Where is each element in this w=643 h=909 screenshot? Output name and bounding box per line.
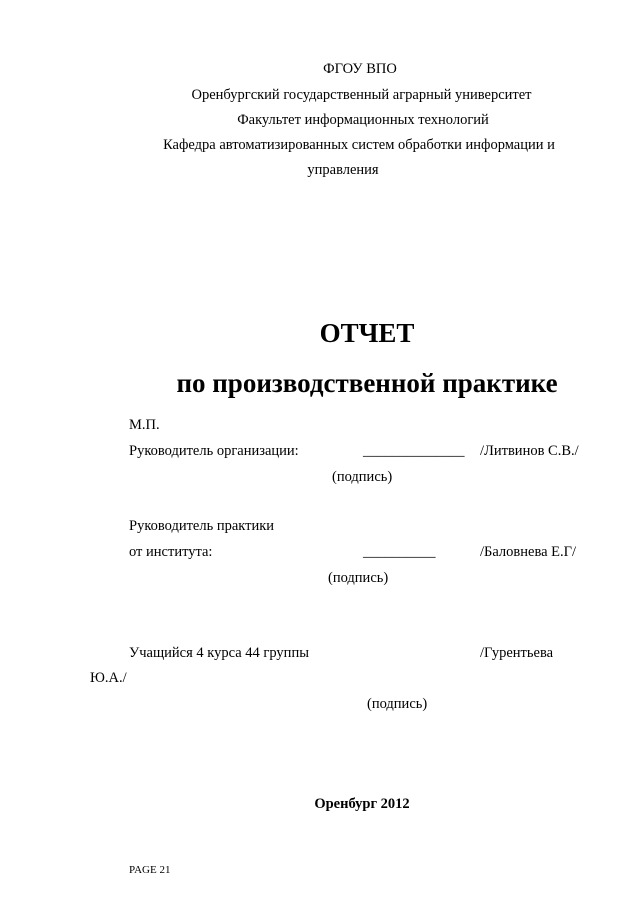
student-name-part-1: /Гурентьева	[480, 645, 554, 661]
city-year: Оренбург 2012	[314, 796, 410, 812]
org-head-label: Руководитель организации:	[129, 443, 299, 459]
practice-head-name: /Баловнева Е.Г/	[480, 544, 577, 560]
header-line-5: управления	[307, 162, 379, 178]
practice-head-label-2: от института:	[129, 544, 213, 560]
practice-head-label-1: Руководитель практики	[129, 518, 275, 534]
org-head-signature-line: ______________	[363, 443, 465, 459]
header-line-1: ФГОУ ВПО	[323, 61, 397, 77]
student-name-part-2: Ю.А./	[90, 670, 127, 686]
report-subtitle: по производственной практике	[176, 368, 558, 398]
stamp-label: М.П.	[129, 417, 160, 433]
header-line-2: Оренбургский государственный аграрный университет	[191, 87, 532, 103]
report-title: ОТЧЕТ	[319, 318, 415, 348]
page-number-field: PAGE 21	[129, 864, 171, 876]
header-line-4: Кафедра автоматизированных систем обработки информации и	[163, 137, 555, 153]
header-line-3: Факультет информационных технологий	[237, 112, 489, 128]
practice-head-signature-caption: (подпись)	[328, 570, 389, 586]
org-head-signature-caption: (подпись)	[332, 469, 393, 485]
student-label: Учащийся 4 курса 44 группы	[129, 645, 309, 661]
practice-head-signature-line: __________	[363, 544, 436, 560]
org-head-name: /Литвинов С.В./	[480, 443, 579, 459]
student-signature-caption: (подпись)	[367, 696, 428, 712]
